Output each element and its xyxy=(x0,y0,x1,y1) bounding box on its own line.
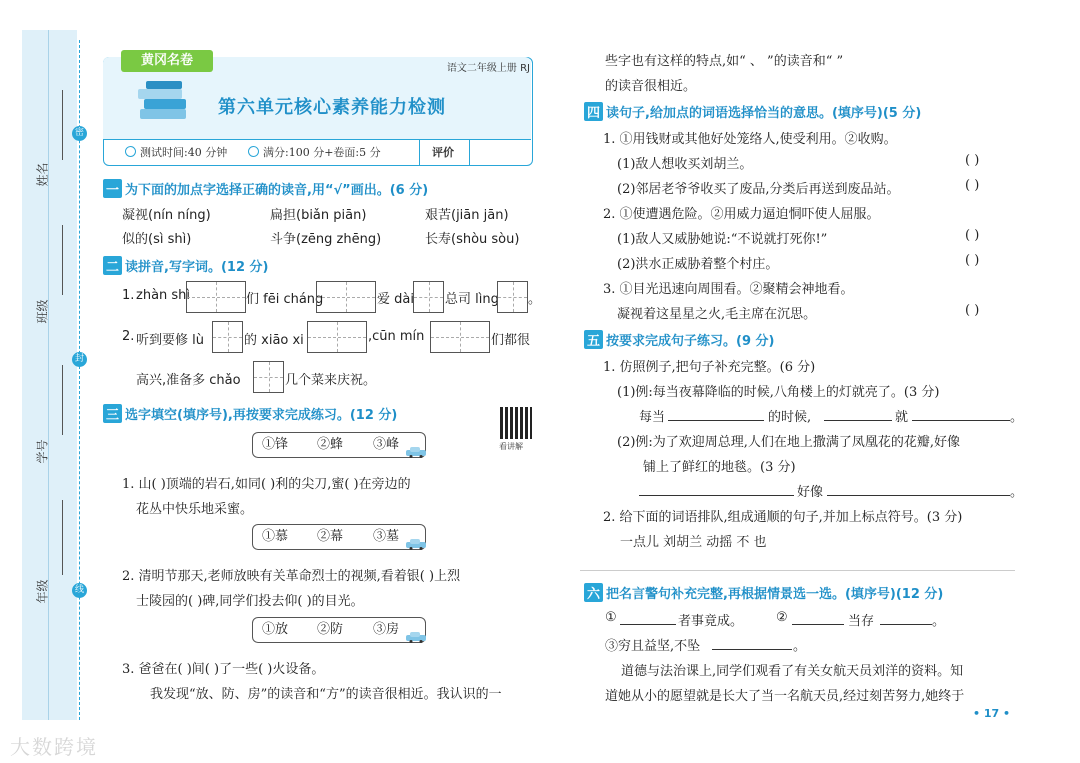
answer-paren[interactable]: ( ) xyxy=(965,153,980,168)
option: ①放 xyxy=(262,622,289,637)
section-title: 选字填空(填序号),再按要求完成练习。(12 分) xyxy=(125,408,398,423)
pinyin-choice[interactable]: 艰苦(jiān jān) xyxy=(425,208,509,223)
answer-paren[interactable]: ( ) xyxy=(965,253,980,268)
answer-paren[interactable]: ( ) xyxy=(965,178,980,193)
answer-line[interactable] xyxy=(639,495,794,496)
answer-paren[interactable]: ( ) xyxy=(965,303,980,318)
answer-line[interactable] xyxy=(827,495,1010,496)
sentence-text: ③穷且益坚,不坠 xyxy=(605,639,701,654)
question-text: (1)敌人想收买刘胡兰。 xyxy=(617,157,753,172)
answer-line[interactable] xyxy=(792,624,844,625)
section-number: 六 xyxy=(584,583,603,602)
paragraph-text: 道她从小的愿望就是长大了当一名航天员,经过刻苦努力,她终于 xyxy=(605,689,965,704)
pinyin-choice[interactable]: 扁担(biǎn piān) xyxy=(270,208,367,223)
grade-label: 年级 xyxy=(35,579,50,604)
option: ②防 xyxy=(317,622,344,637)
score-text: 满分:100 分+卷面:5 分 xyxy=(263,146,381,159)
question-text: 3. ①目光迅速向周围看。②聚精会神地看。 xyxy=(603,282,854,297)
books-icon xyxy=(136,79,192,129)
eval-separator xyxy=(419,139,420,165)
sentence-text: 每当 xyxy=(639,410,666,425)
question-text: 2. 清明节那天,老师放映有关革命烈士的视频,看着银( )上烈 xyxy=(122,569,461,584)
question-text: 1. ①用钱财或其他好处笼络人,使受利用。②收购。 xyxy=(603,132,897,147)
writing-box[interactable] xyxy=(430,321,490,353)
question-text: 2. ①使遭遇危险。②用威力逼迫恫吓使人屈服。 xyxy=(603,207,880,222)
section-title: 读句子,给加点的词语选择恰当的意思。(填序号)(5 分) xyxy=(606,106,922,121)
car-icon xyxy=(405,538,427,550)
section-title: 为下面的加点字选择正确的读音,用“√”画出。(6 分) xyxy=(125,183,429,198)
question-text: (2)洪水正威胁着整个村庄。 xyxy=(617,257,779,272)
option: ②幕 xyxy=(317,529,344,544)
question-text: 士陵园的( )碑,同学们投去仰( )的目光。 xyxy=(136,594,364,609)
punctuation: 。 xyxy=(528,292,542,307)
writing-box[interactable] xyxy=(307,321,367,353)
name-label: 姓名 xyxy=(35,162,50,187)
paragraph-text: 道德与法治课上,同学们观看了有关女航天员刘洋的资料。知 xyxy=(621,664,964,679)
section-title: 读拼音,写字词。(12 分) xyxy=(125,260,269,275)
question-text: 1. 仿照例子,把句子补充完整。(6 分) xyxy=(603,360,816,375)
pinyin-text: 高兴,准备多 chǎo xyxy=(136,373,241,388)
id-label: 学号 xyxy=(35,439,50,464)
question-text: (1)敌人又威胁她说:“不说就打死你!” xyxy=(617,232,828,247)
brand-logo: 黄冈名卷 xyxy=(121,50,213,72)
answer-line[interactable] xyxy=(620,624,676,625)
sentence-text: 的时候, xyxy=(768,410,812,425)
car-icon xyxy=(405,631,427,643)
pinyin-choice[interactable]: 似的(sì shì) xyxy=(122,232,192,247)
writing-box[interactable] xyxy=(497,281,528,313)
book-reference: 语文二年级上册 RJ xyxy=(446,63,530,74)
seal-dot: 密 xyxy=(72,126,87,141)
sentence-text: ① xyxy=(605,610,617,625)
seal-dot: 线 xyxy=(72,583,87,598)
question-text: (2)例:为了欢迎周总理,人们在地上撒满了凤凰花的花瓣,好像 xyxy=(617,435,961,450)
section-heading xyxy=(584,102,921,121)
option: ①锋 xyxy=(262,437,289,452)
page-number: • 17 • xyxy=(973,707,1011,720)
punctuation: 。 xyxy=(1010,410,1024,425)
time-text: 测试时间:40 分钟 xyxy=(140,146,228,159)
name-line xyxy=(62,90,63,160)
pinyin-choice[interactable]: 长寿(shòu sòu) xyxy=(425,232,520,247)
section-heading xyxy=(584,583,943,602)
option: ①慕 xyxy=(262,529,289,544)
pinyin-text: ,cūn mín xyxy=(368,329,425,344)
grade-line xyxy=(62,500,63,575)
option: ③峰 xyxy=(373,437,400,452)
option: ③房 xyxy=(373,622,400,637)
writing-box[interactable] xyxy=(186,281,246,313)
time-info xyxy=(125,144,227,160)
continued-text: 些字也有这样的特点,如“ 、 ”的读音和“ ” xyxy=(605,54,844,69)
section-heading xyxy=(103,179,428,198)
qr-code[interactable] xyxy=(500,407,532,439)
pinyin-text: 们 fēi cháng xyxy=(246,292,324,307)
pinyin-text: 的 xiāo xi xyxy=(244,333,304,348)
option: ③墓 xyxy=(373,529,400,544)
answer-line[interactable] xyxy=(912,420,1010,421)
qr-label: 看讲解 xyxy=(499,442,523,451)
punctuation: 。 xyxy=(793,639,807,654)
cut-line xyxy=(79,40,80,720)
binding-strip xyxy=(22,30,77,720)
question-text: (2)邻居老爷爷收买了废品,分类后再送到废品站。 xyxy=(617,182,900,197)
question-text: 3. 爸爸在( )间( )了一些( )火设备。 xyxy=(122,662,325,677)
strip-divider xyxy=(48,30,49,720)
section-number: 五 xyxy=(584,330,603,349)
pinyin-text: 听到要修 lù xyxy=(136,333,204,348)
question-text: (1)例:每当夜幕降临的时候,八角楼上的灯就亮了。(3 分) xyxy=(617,385,940,400)
section-heading xyxy=(103,256,268,275)
writing-box[interactable] xyxy=(253,361,284,393)
section-number: 四 xyxy=(584,102,603,121)
pinyin-choice[interactable]: 凝视(nín níng) xyxy=(122,208,211,223)
continued-text: 的读音很相近。 xyxy=(605,79,697,94)
sentence-text: ② xyxy=(776,610,788,625)
option-box xyxy=(252,617,426,643)
option: ②蜂 xyxy=(317,437,344,452)
car-icon xyxy=(405,446,427,458)
punctuation: 。 xyxy=(932,614,946,629)
question-number: 2. xyxy=(122,329,135,344)
answer-paren[interactable]: ( ) xyxy=(965,228,980,243)
pinyin-text: 爱 dài xyxy=(377,292,414,307)
section-heading xyxy=(103,404,397,423)
class-line xyxy=(62,225,63,295)
section-number: 三 xyxy=(103,404,122,423)
score-info xyxy=(248,144,381,160)
writing-box[interactable] xyxy=(316,281,376,313)
section-heading xyxy=(584,330,774,349)
id-line xyxy=(62,365,63,435)
option-box xyxy=(252,432,426,458)
section-number: 一 xyxy=(103,179,122,198)
answer-line[interactable] xyxy=(668,420,764,421)
sentence-text: 好像 xyxy=(797,485,824,500)
word-list: 一点儿 刘胡兰 动摇 不 也 xyxy=(620,535,767,550)
pinyin-text: zhàn shì xyxy=(136,288,191,303)
punctuation: 。 xyxy=(1010,485,1024,500)
option-box xyxy=(252,524,426,550)
answer-line[interactable] xyxy=(580,570,1015,571)
question-text: 1. 山( )顶端的岩石,如同( )利的尖刀,蜜( )在旁边的 xyxy=(122,477,411,492)
sentence-text: 们都很 xyxy=(491,333,531,348)
sentence-text: 几个菜来庆祝。 xyxy=(285,373,377,388)
answer-line[interactable] xyxy=(880,624,932,625)
eval-label: 评价 xyxy=(432,146,454,159)
sentence-text: 当存 xyxy=(848,614,875,629)
question-text: 凝视着这星星之火,毛主席在沉思。 xyxy=(617,307,817,322)
question-text: 铺上了鲜红的地毯。(3 分) xyxy=(643,460,796,475)
page-title: 第六单元核心素养能力检测 xyxy=(218,97,446,118)
sentence-text: 者事竟成。 xyxy=(678,614,744,629)
section-title: 把名言警句补充完整,再根据情景选一选。(填序号)(12 分) xyxy=(606,587,944,602)
section-number: 二 xyxy=(103,256,122,275)
answer-line[interactable] xyxy=(712,649,792,650)
clock-icon xyxy=(125,146,136,157)
pinyin-choice[interactable]: 斗争(zēng zhēng) xyxy=(270,232,382,247)
writing-box[interactable] xyxy=(212,321,243,353)
question-number: 1. xyxy=(122,288,135,303)
watermark: 大数跨境 xyxy=(10,735,98,759)
class-label: 班级 xyxy=(35,299,50,324)
sentence-text: 就 xyxy=(895,410,909,425)
question-text: 花丛中快乐地采蜜。 xyxy=(136,502,254,517)
question-text: 2. 给下面的词语排队,组成通顺的句子,并加上标点符号。(3 分) xyxy=(603,510,963,525)
seal-dot: 封 xyxy=(72,352,87,367)
section-title: 按要求完成句子练习。(9 分) xyxy=(606,334,775,349)
writing-box[interactable] xyxy=(413,281,444,313)
eval-separator xyxy=(469,139,470,165)
check-icon xyxy=(248,146,259,157)
pinyin-text: 总司 lìng xyxy=(445,292,499,307)
answer-line[interactable] xyxy=(824,420,892,421)
question-text: 我发现“放、防、房”的读音和“方”的读音很相近。我认识的一 xyxy=(150,687,502,702)
